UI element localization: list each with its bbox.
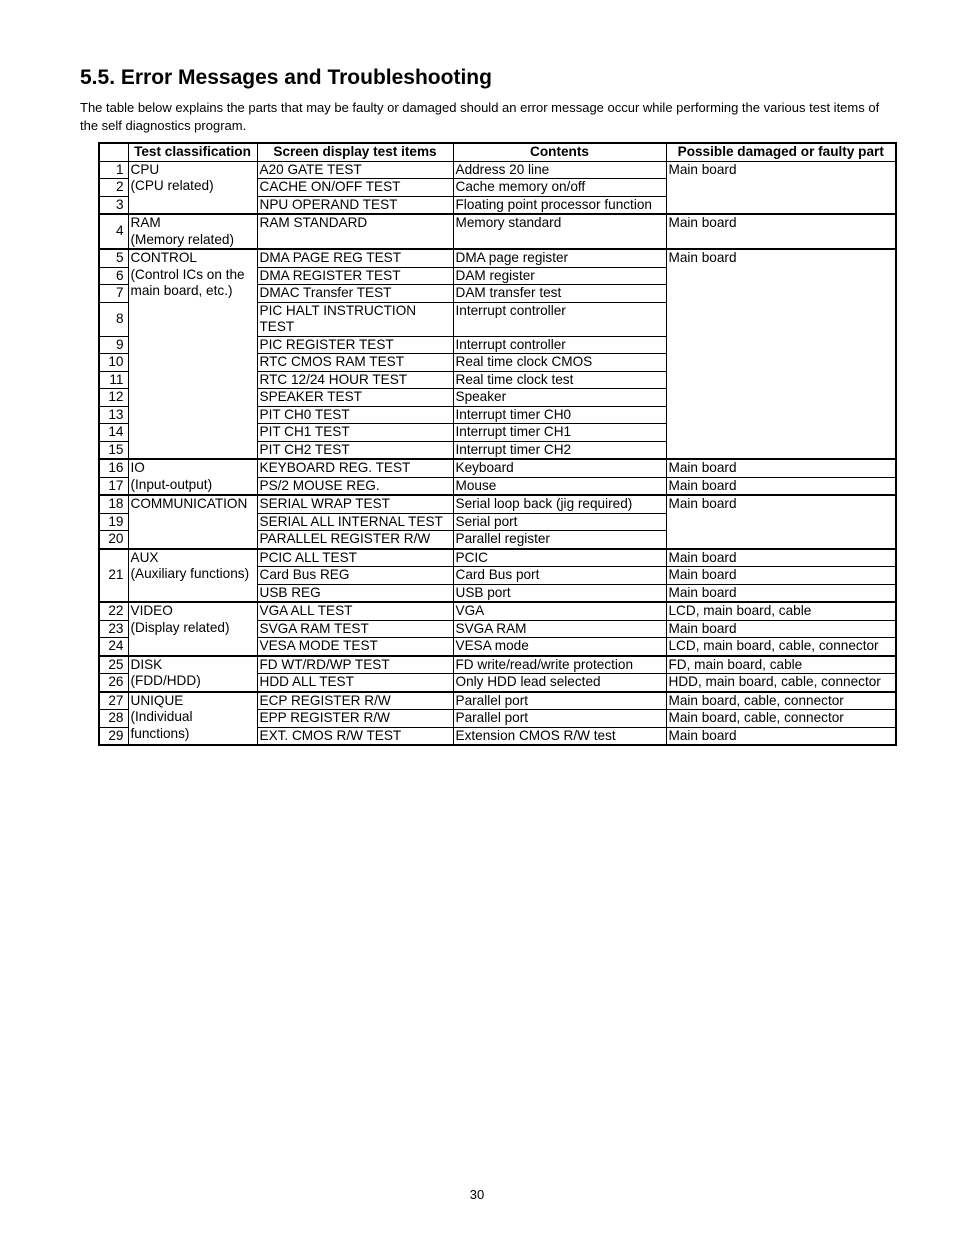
test-contents: SVGA RAM — [453, 620, 666, 638]
row-number: 29 — [99, 727, 128, 745]
possible-part: Main board — [666, 249, 896, 459]
test-contents: DMA page register — [453, 249, 666, 267]
classification-line: (Individual — [130, 709, 193, 724]
test-contents: VESA mode — [453, 638, 666, 656]
row-number: 23 — [99, 620, 128, 638]
test-item: FD WT/RD/WP TEST — [257, 656, 453, 674]
table-row — [99, 249, 896, 267]
test-classification — [128, 459, 257, 495]
page-title: 5.5. Error Messages and Troubleshooting — [80, 66, 492, 89]
row-number: 25 — [99, 656, 128, 674]
row-number: 1 — [99, 161, 128, 179]
test-item: ECP REGISTER R/W — [257, 692, 453, 710]
test-contents: Keyboard — [453, 459, 666, 477]
test-contents: Parallel register — [453, 531, 666, 549]
classification-line: IO — [130, 460, 145, 475]
test-item: EPP REGISTER R/W — [257, 710, 453, 728]
test-item: PARALLEL REGISTER R/W — [257, 531, 453, 549]
possible-part: LCD, main board, cable — [666, 602, 896, 620]
test-item: PIT CH0 TEST — [257, 406, 453, 424]
possible-part: Main board, cable, connector — [666, 692, 896, 710]
test-contents: FD write/read/write protection — [453, 656, 666, 674]
possible-part: Main board — [666, 214, 896, 249]
test-item: SVGA RAM TEST — [257, 620, 453, 638]
table-row — [99, 692, 896, 710]
row-number: 12 — [99, 389, 128, 407]
test-contents: Serial port — [453, 513, 666, 531]
row-number: 4 — [99, 214, 128, 249]
test-contents: Serial loop back (jig required) — [453, 495, 666, 513]
test-item: PIC REGISTER TEST — [257, 336, 453, 354]
test-contents: Memory standard — [453, 214, 666, 249]
row-number: 24 — [99, 638, 128, 656]
classification-line: (Auxiliary functions) — [130, 566, 250, 581]
test-item: USB REG — [257, 584, 453, 602]
test-contents: Speaker — [453, 389, 666, 407]
test-contents: VGA — [453, 602, 666, 620]
row-number: 17 — [99, 477, 128, 495]
possible-part: Main board — [666, 567, 896, 585]
row-number: 8 — [99, 302, 128, 336]
test-contents: Cache memory on/off — [453, 179, 666, 197]
classification-line: main board, etc.) — [130, 283, 233, 298]
row-number: 7 — [99, 285, 128, 303]
classification-line: (Input-output) — [130, 476, 213, 492]
test-classification — [128, 249, 257, 459]
classification-line: functions) — [130, 725, 190, 741]
test-item-line: TEST — [259, 319, 295, 334]
test-item: HDD ALL TEST — [257, 674, 453, 692]
classification-line: VIDEO — [130, 603, 173, 618]
possible-part: HDD, main board, cable, connector — [666, 674, 896, 692]
test-contents: Extension CMOS R/W test — [453, 727, 666, 745]
test-classification — [128, 692, 257, 746]
test-item: RTC CMOS RAM TEST — [257, 354, 453, 372]
test-classification — [128, 656, 257, 692]
test-item: RTC 12/24 HOUR TEST — [257, 371, 453, 389]
test-item: PIT CH2 TEST — [257, 441, 453, 459]
table-row — [99, 549, 896, 567]
possible-part: Main board — [666, 727, 896, 745]
possible-part: Main board — [666, 549, 896, 567]
row-number: 28 — [99, 710, 128, 728]
classification-line: (CPU related) — [130, 178, 214, 193]
header-possible-part: Possible damaged or faulty part — [666, 143, 896, 161]
row-number: 2 — [99, 179, 128, 197]
possible-part: Main board — [666, 495, 896, 549]
row-number: 15 — [99, 441, 128, 459]
row-number: 26 — [99, 674, 128, 692]
possible-part: Main board — [666, 161, 896, 214]
classification-line: CONTROL — [130, 250, 197, 265]
header-number — [99, 143, 128, 161]
classification-line: COMMUNICATION — [130, 496, 248, 511]
test-contents: Interrupt controller — [453, 302, 666, 336]
test-contents: Card Bus port — [453, 567, 666, 585]
possible-part: FD, main board, cable — [666, 656, 896, 674]
possible-part: Main board — [666, 584, 896, 602]
test-item: VESA MODE TEST — [257, 638, 453, 656]
test-contents: PCIC — [453, 549, 666, 567]
test-contents: Floating point processor function — [453, 196, 666, 214]
classification-line: (Control ICs on the — [130, 266, 245, 282]
classification-line: DISK — [130, 656, 163, 672]
table-row — [99, 161, 896, 179]
table-body — [99, 161, 896, 745]
possible-part: Main board — [666, 620, 896, 638]
test-item: KEYBOARD REG. TEST — [257, 459, 453, 477]
classification-line: AUX — [130, 549, 159, 565]
intro-paragraph: The table below explains the parts that may be faulty or damaged should an error message occur while performing the various test items of the self diagnostics program. — [80, 100, 880, 133]
table-row — [99, 459, 896, 477]
test-item: Card Bus REG — [257, 567, 453, 585]
possible-part: Main board, cable, connector — [666, 710, 896, 728]
row-number: 13 — [99, 406, 128, 424]
test-item: PIT CH1 TEST — [257, 424, 453, 442]
row-number: 9 — [99, 336, 128, 354]
classification-line: RAM — [130, 215, 161, 230]
test-contents: Parallel port — [453, 710, 666, 728]
row-number: 22 — [99, 602, 128, 620]
row-number: 21 — [99, 549, 128, 603]
test-classification — [128, 214, 257, 249]
test-contents: Interrupt timer CH1 — [453, 424, 666, 442]
possible-part: Main board — [666, 459, 896, 477]
test-item: PS/2 MOUSE REG. — [257, 477, 453, 495]
test-item: DMAC Transfer TEST — [257, 285, 453, 303]
test-item: NPU OPERAND TEST — [257, 196, 453, 214]
classification-line: UNIQUE — [130, 692, 184, 708]
row-number: 19 — [99, 513, 128, 531]
test-contents: Real time clock CMOS — [453, 354, 666, 372]
test-contents: Real time clock test — [453, 371, 666, 389]
test-classification — [128, 161, 257, 214]
table-header-row — [99, 143, 896, 161]
test-item-line: PIC HALT INSTRUCTION — [259, 302, 417, 318]
page-number: 30 — [469, 1187, 485, 1202]
test-contents: Address 20 line — [453, 161, 666, 179]
test-contents: DAM transfer test — [453, 285, 666, 303]
test-contents: Interrupt timer CH2 — [453, 441, 666, 459]
test-classification — [128, 602, 257, 656]
test-item: PCIC ALL TEST — [257, 549, 453, 567]
table-row — [99, 495, 896, 513]
row-number: 3 — [99, 196, 128, 214]
row-number: 6 — [99, 267, 128, 285]
test-contents: Mouse — [453, 477, 666, 495]
classification-line: (Display related) — [130, 619, 230, 635]
header-classification: Test classification — [128, 143, 257, 161]
table-row — [99, 602, 896, 620]
test-item — [257, 302, 453, 336]
test-contents: Interrupt timer CH0 — [453, 406, 666, 424]
row-number: 14 — [99, 424, 128, 442]
test-item: DMA PAGE REG TEST — [257, 249, 453, 267]
row-number: 10 — [99, 354, 128, 372]
possible-part: LCD, main board, cable, connector — [666, 638, 896, 656]
test-classification — [128, 549, 257, 603]
test-item: SPEAKER TEST — [257, 389, 453, 407]
test-contents: Parallel port — [453, 692, 666, 710]
test-contents: USB port — [453, 584, 666, 602]
table-row — [99, 214, 896, 249]
row-number: 20 — [99, 531, 128, 549]
classification-line: CPU — [130, 161, 160, 177]
test-item: SERIAL ALL INTERNAL TEST — [257, 513, 453, 531]
test-item: A20 GATE TEST — [257, 161, 453, 179]
test-contents: Interrupt controller — [453, 336, 666, 354]
error-table — [98, 142, 897, 746]
test-contents: DAM register — [453, 267, 666, 285]
row-number: 11 — [99, 371, 128, 389]
row-number: 27 — [99, 692, 128, 710]
row-number: 18 — [99, 495, 128, 513]
header-contents: Contents — [453, 143, 666, 161]
test-classification — [128, 495, 257, 549]
table-row — [99, 656, 896, 674]
header-test-items: Screen display test items — [257, 143, 453, 161]
row-number: 5 — [99, 249, 128, 267]
test-item: EXT. CMOS R/W TEST — [257, 727, 453, 745]
row-number: 16 — [99, 459, 128, 477]
test-item: RAM STANDARD — [257, 214, 453, 249]
classification-line: (FDD/HDD) — [130, 673, 201, 688]
test-item: CACHE ON/OFF TEST — [257, 179, 453, 197]
possible-part: Main board — [666, 477, 896, 495]
classification-line: (Memory related) — [130, 231, 234, 247]
test-item: DMA REGISTER TEST — [257, 267, 453, 285]
test-item: VGA ALL TEST — [257, 602, 453, 620]
test-contents: Only HDD lead selected — [453, 674, 666, 692]
test-item: SERIAL WRAP TEST — [257, 495, 453, 513]
